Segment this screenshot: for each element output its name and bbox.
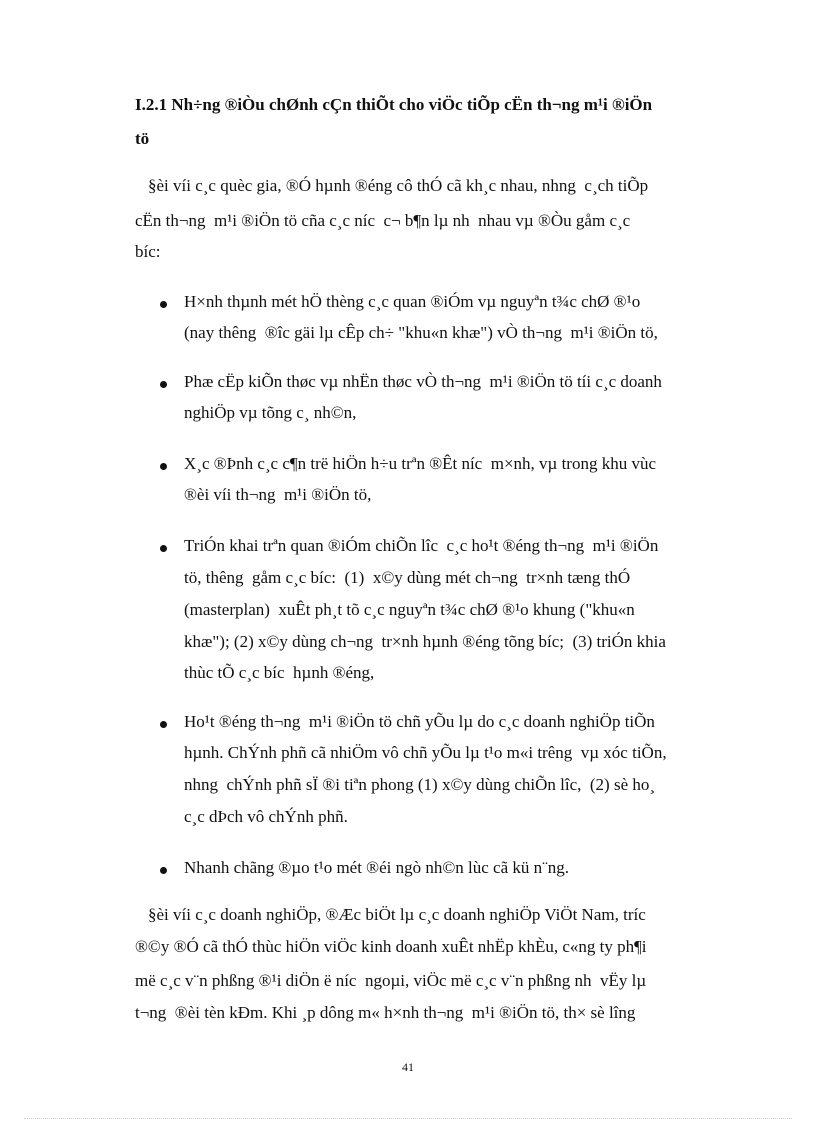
bullet-line: TriÓn khai trªn quan ®iÓm chiÕn lîc c¸c ho¹t ®éng th¬ng m¹i ®iÖn xyxy=(184,536,659,555)
bullet-line: X¸c ®Þnh c¸c c¶n trë hiÖn h÷u trªn ®Êt níc m×nh, vµ trong khu vùc xyxy=(184,454,657,473)
closing-line-4: t¬ng ®èi tèn kÐm. Khi ¸p dông m« h×nh th¬ng m¹i ®iÖn tö, th× sè lîng xyxy=(135,1003,636,1022)
intro-line-1: §èi víi c¸c quèc gia, ®Ó hµnh ®éng cô thÓ cã kh¸c nhau, nhng c¸ch tiÕp xyxy=(148,176,649,195)
bullet-icon xyxy=(160,721,167,728)
bullet-icon xyxy=(160,545,167,552)
bullet-line: H×nh thµnh mét hÖ thèng c¸c quan ®iÓm vµ nguyªn t¾c chØ ®¹o xyxy=(184,292,641,311)
intro-line-3: bíc: xyxy=(135,242,161,261)
bullet-line: hµnh. ChÝnh phñ cã nhiÖm vô chñ yÕu lµ t¹o m«i trêng vµ xóc tiÕn, xyxy=(184,743,667,762)
closing-line-1: §èi víi c¸c doanh nghiÖp, ®Æc biÖt lµ c¸c doanh nghiÖp ViÖt Nam, tríc xyxy=(148,905,646,924)
bullet-line: nhng chÝnh phñ sÏ ®i tiªn phong (1) x©y dùng chiÕn lîc, (2) sè ho¸ xyxy=(184,775,656,794)
bullet-line: Phæ cËp kiÕn thøc vµ nhËn thøc vÒ th¬ng m¹i ®iÖn tö tíi c¸c doanh xyxy=(184,372,662,391)
closing-line-2: ®©y ®Ó cã thÓ thùc hiÖn viÖc kinh doanh xuÊt nhËp khÈu, c«ng ty ph¶i xyxy=(135,937,647,956)
bullet-icon xyxy=(160,301,167,308)
bullet-line: thùc tÕ c¸c bíc hµnh ®éng, xyxy=(184,663,375,682)
bullet-line: tö, thêng gåm c¸c bíc: (1) x©y dùng mét ch¬ng tr×nh tæng thÓ xyxy=(184,568,631,587)
bullet-line: khæ"); (2) x©y dùng ch¬ng tr×nh hµnh ®éng tõng bíc; (3) triÓn khia xyxy=(184,632,666,651)
bullet-line: Nhanh chãng ®µo t¹o mét ®éi ngò nh©n lùc cã kü n¨ng. xyxy=(184,858,570,877)
intro-line-2: cËn th¬ng m¹i ®iÖn tö cña c¸c níc c¬ b¶n lµ nh nhau vµ ®Òu gåm c¸c xyxy=(135,211,631,230)
bullet-line: c¸c dÞch vô chÝnh phñ. xyxy=(184,807,348,826)
page-divider xyxy=(24,1118,792,1119)
heading-line-1: I.2.1 Nh÷ng ®iÒu chØnh cÇn thiÕt cho viÖc tiÕp cËn th¬ng m¹i ®iÖn xyxy=(135,95,653,114)
heading-line-2: tö xyxy=(135,129,150,148)
bullet-line: (masterplan) xuÊt ph¸t tõ c¸c nguyªn t¾c chØ ®¹o khung ("khu«n xyxy=(184,600,635,619)
bullet-icon xyxy=(160,867,167,874)
bullet-icon xyxy=(160,463,167,470)
bullet-line: ®èi víi th¬ng m¹i ®iÖn tö, xyxy=(184,485,372,504)
section-heading xyxy=(135,88,755,156)
page-number: 41 xyxy=(402,1060,414,1074)
closing-line-3: më c¸c v¨n phßng ®¹i diÖn ë níc ngoµi, viÖc më c¸c v¨n phßng nh vËy lµ xyxy=(135,971,647,990)
bullet-line: nghiÖp vµ tõng c¸ nh©n, xyxy=(184,403,357,422)
bullet-line: Ho¹t ®éng th¬ng m¹i ®iÖn tö chñ yÕu lµ do c¸c doanh nghiÖp tiÕn xyxy=(184,712,655,731)
bullet-line: (nay thêng ®îc gäi lµ cÊp ch÷ "khu«n khæ") vÒ th¬ng m¹i ®iÖn tö, xyxy=(184,323,658,342)
bullet-icon xyxy=(160,381,167,388)
